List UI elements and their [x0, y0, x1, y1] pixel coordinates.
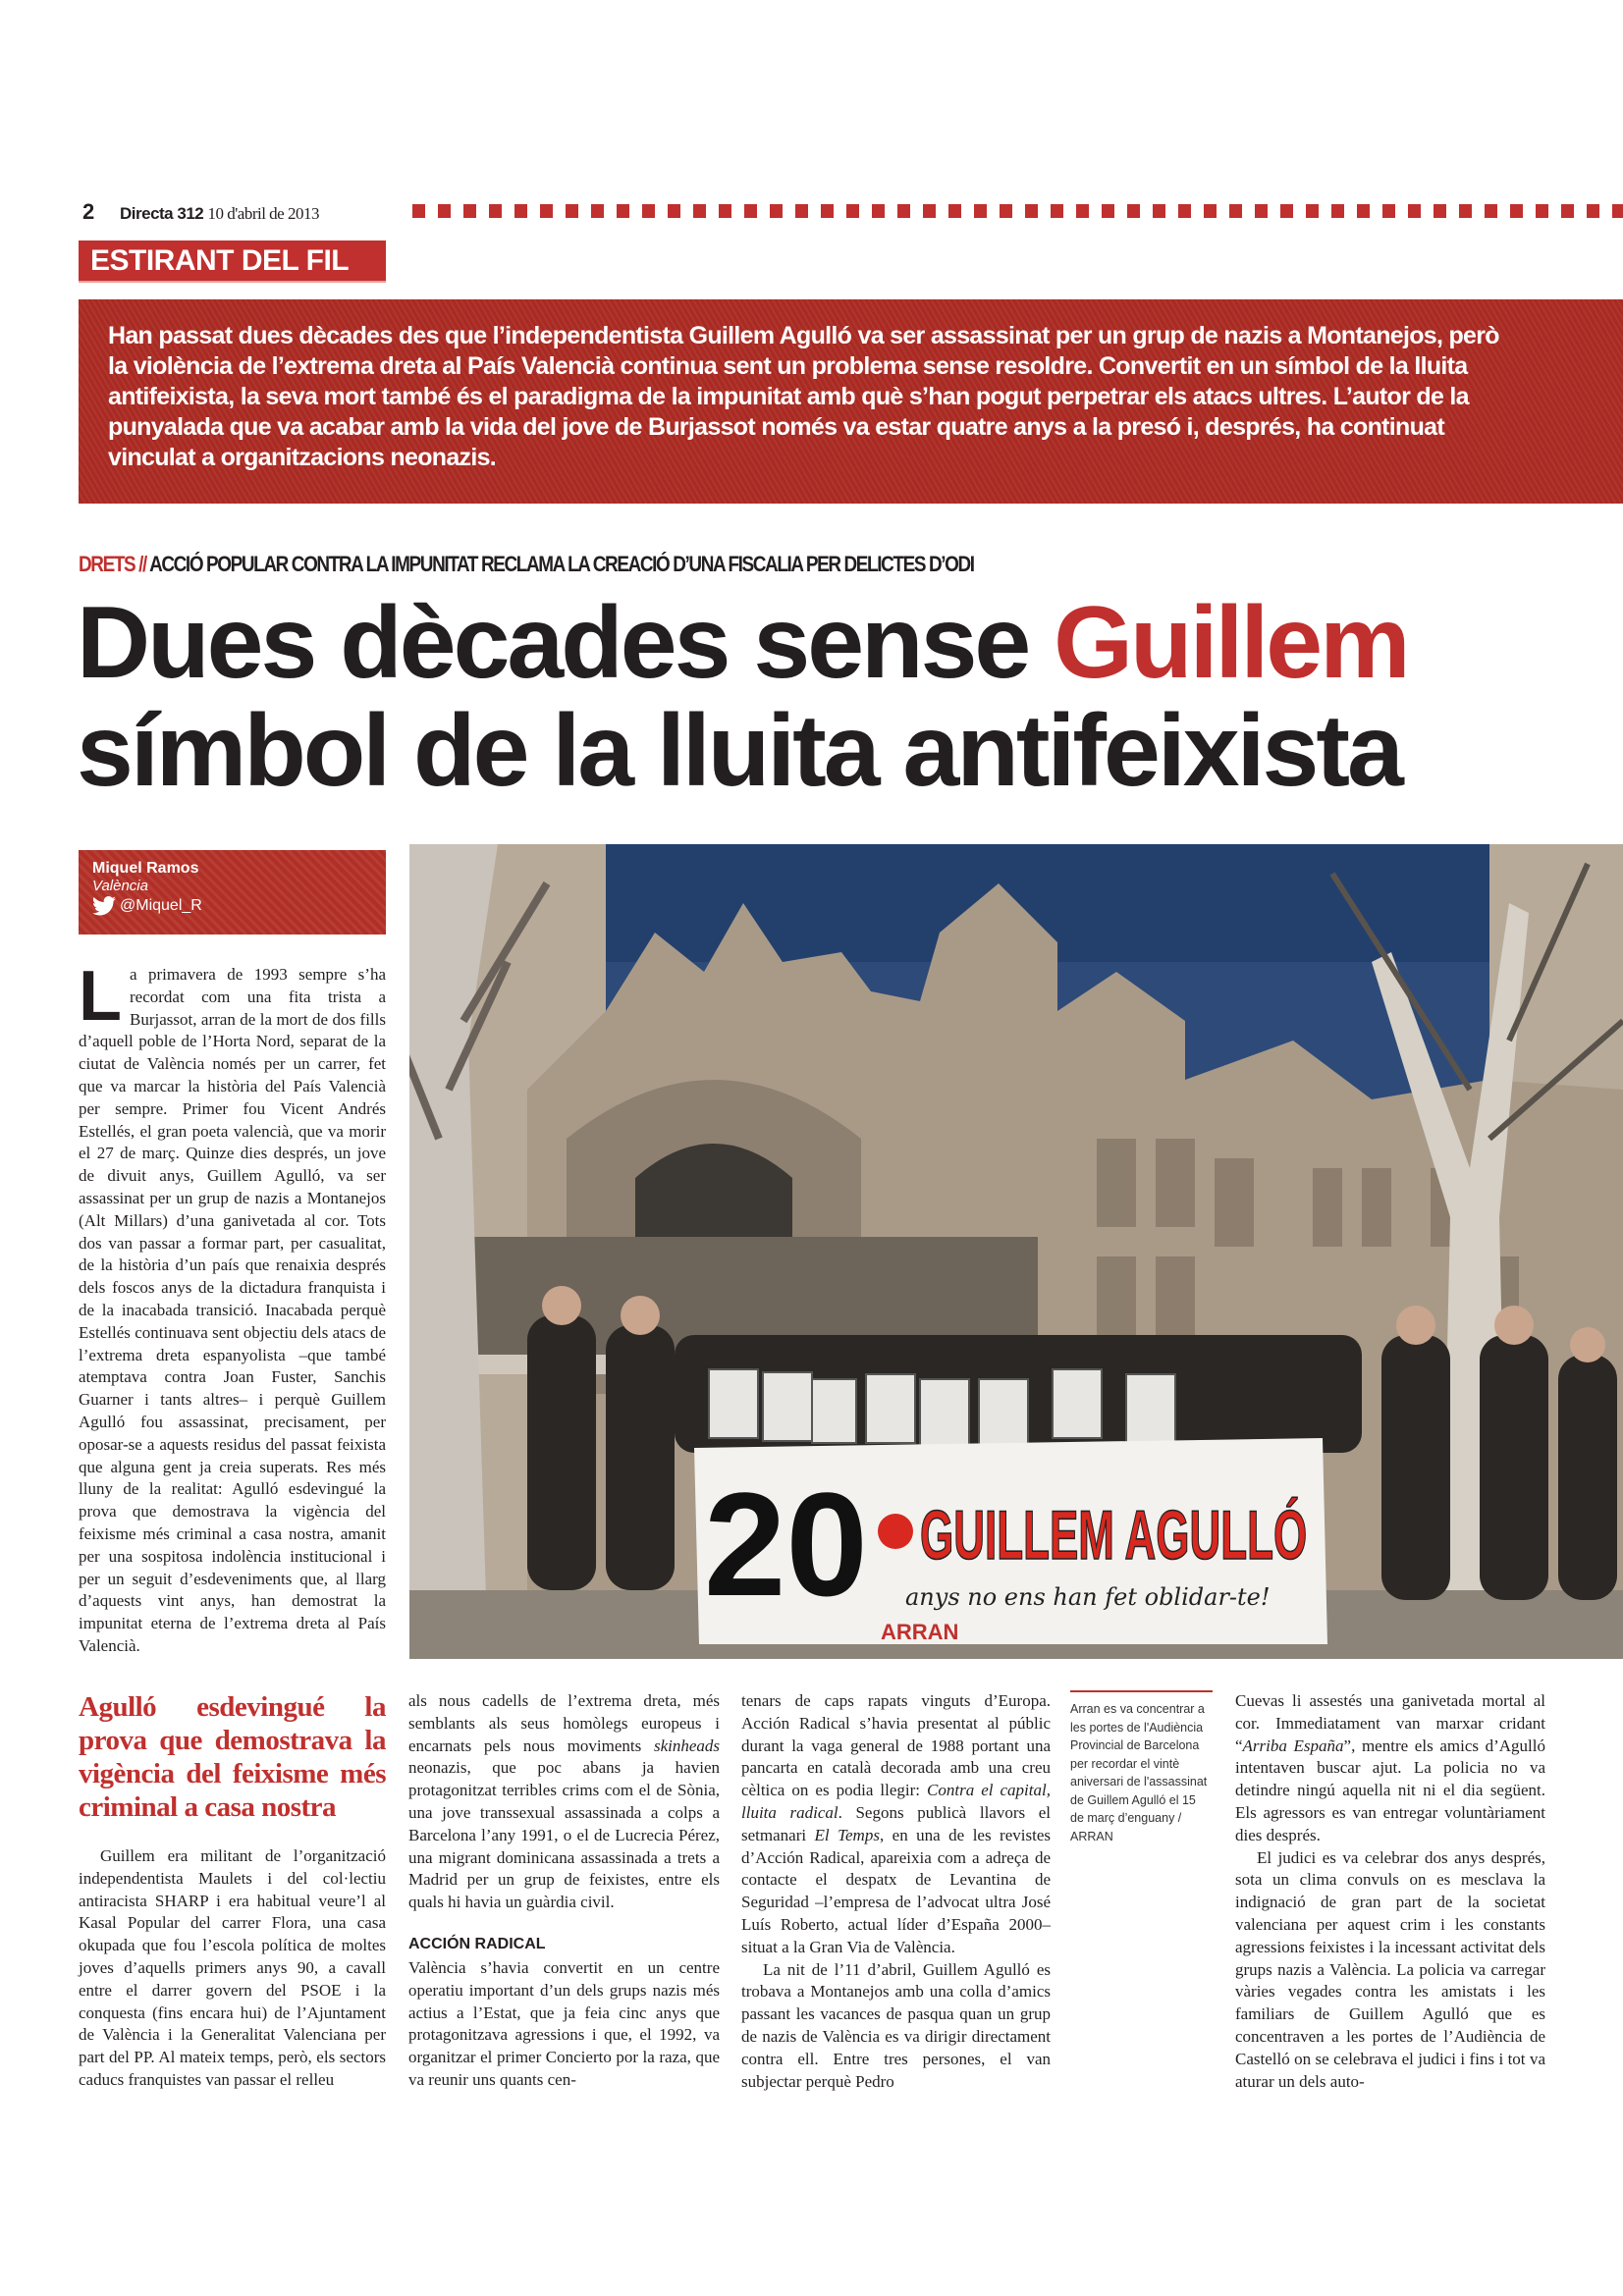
column-2 [408, 1690, 720, 2092]
text: tenars de caps rapats vinguts d’Europa. Acción Radical s’havia presentat al públic durant la vaga general de 1988 portant una pancarta en català decorada amb una creu cèltica on es podia llegir: [741, 1691, 1051, 1800]
paragraph: El judici es va celebrar dos anys després, sota un clima convuls on es mesclava la indignació de gran part de la societat valenciana per aquest crim i les constants agressions feixistes i la incessant activitat dels grups nazis a València. La policia va carregar vàries vegades contra les amistats i les familiars de Guillem Agulló que es concentraven a les portes de l’Audiència de Castelló on se celebrava el judici i fins i tot va aturar un dels auto- [1235, 1847, 1545, 2091]
decorative-dashed-rule [412, 204, 1623, 218]
section-label: ESTIRANT DEL FIL [79, 240, 386, 283]
column-3 [741, 1690, 1051, 2093]
pull-quote: Agulló esdevingué la prova que demostrava la vigència del feixisme més criminal a casa nostra [79, 1691, 386, 1823]
paragraph: València s’havia convertit en un centre operatiu important d’un dels grups nazis més actius a l’Estat, que ja feia cinc anys que protagonitzava agressions i que, el 1992, va organitzar el primer Concierto por la raza, que va reunir uns quants cen- [408, 1957, 720, 2089]
banner-number: 20 [704, 1462, 868, 1627]
publication-name: Directa 312 [120, 204, 204, 223]
twitter-bird-icon [92, 896, 116, 916]
page-number: 2 [82, 199, 95, 224]
text: als nous cadells de l’extrema dreta, més semblants als seus homòlegs europeus i encarnats pels nous moviments [408, 1691, 720, 1755]
intro-column [79, 957, 386, 1658]
kicker [79, 552, 974, 577]
column-1 [79, 1690, 386, 2092]
headline-line-2: símbol de la lluita antifeixista [77, 694, 1401, 808]
drop-cap: L [79, 957, 122, 1036]
summary-box [79, 299, 1623, 504]
publication-date: 10 d'abril de 2013 [207, 204, 319, 223]
twitter-handle-text: @Miquel_R [120, 897, 202, 914]
paragraph: La nit de l’11 d’abril, Guillem Agulló es trobava a Montanejos amb una colla d’amics passant les vacances de pasqua quan un grup de nazis de València es va dirigir directament contra ell. Entre tres persones, el van subjectar perquè Pedro [741, 1959, 1051, 2091]
headline [77, 586, 1623, 808]
kicker-category: DRETS // [79, 552, 146, 576]
photo-caption: Arran es va concentrar a les portes de l'Audiència Provincial de Barcelona per recordar el vintè aniversari de l'assassinat de Guillem Agulló el 15 de març d’enguany / ARRAN [1070, 1690, 1213, 1845]
paragraph [1235, 1690, 1545, 1847]
text: ”, mentre els amics d’Agulló intentaven buscar ajut. La policia no va detindre ningú aquella nit ni el dia següent. Els agressors es van entregar voluntàriament dies després. [1235, 1735, 1545, 1844]
banner-org: ARRAN [881, 1620, 959, 1644]
banner-name: GUILLEM AGULLÓ [920, 1497, 1308, 1575]
italic-text: Contra el capital, lluita radical [741, 1781, 1051, 1822]
banner-slogan: anys no ens han fet oblidar-te! [905, 1583, 1271, 1611]
paragraph [408, 1690, 720, 1914]
headline-highlight: Guillem [1054, 586, 1408, 700]
author-city: València [92, 878, 148, 894]
italic-text: El Temps [814, 1825, 880, 1844]
headline-line-1 [77, 586, 1623, 700]
protest-photo [409, 844, 1623, 1659]
text: . Segons publicà llavors el setmanari [741, 1802, 1051, 1844]
italic-text: Arriba España [1242, 1735, 1344, 1755]
publication-info [120, 204, 319, 224]
intro-text: a primavera de 1993 sempre s’ha recordat com una fita trista a Burjassot, arran de la mort de dos fills d’aquell poble de l’Horta Nord, separat de la ciutat de València només per un carrer, fet que va marcar la història del País Valencià per sempre. Primer fou Vicent Andrés Estellés, el gran poeta valencià, que va morir el 27 de març. Quinze dies després, un jove de divuit anys, Guillem Agulló, va ser assassinat per un grup de nazis a Montanejos (Alt Millars) d’una ganivetada al cor. Tots dos van passar a formar part, per casualitat, de la història d’un país que renaixia després dels foscos anys de la dictadura franquista i de la inacabada transició. Inacabada perquè Estellés continuava sent objectiu dels atacs de l’extrema dreta espanyolista –que també atemptava contra Joan Fuster, Sanchis Guarner i tants altres– i perquè Guillem Agulló fou assassinat, precisament, per oposar-se a aquests residus del passat feixista que alguna gent ja creia superats. Res més lluny de la realitat: Agulló esdevingué la prova que demostrava la vigència del feixisme més criminal a casa nostra, amanit per una sospitosa indolència institucional i per un seguit d’esdeveniments que, al llarg d’aquests vint anys, han demostrat la impunitat eterna de l’extrema dreta al País Valencià. [79, 965, 386, 1655]
italic-text: skinheads [653, 1735, 720, 1755]
summary-text: Han passat dues dècades des que l’independentista Guillem Agulló va ser assassinat per un grup de nazis a Montanejos, però la violència de l’extrema dreta al País Valencià continua sent un problema sense resoldre. Convertit en un símbol de la lluita antifeixista, la seva mort també és el paradigma de la impunitat amb què s’han pogut perpetrar els atacs ultres. L’autor de la punyalada que va acabar amb la vida del jove de Burjassot només va estar quatre anys a la presó i, després, ha continuat vinculat a organitzacions neonazis. [108, 322, 1499, 471]
text: Cuevas li assestés una ganivetada mortal al cor. Immediatament van marxar cridant “ [1235, 1691, 1545, 1755]
paragraph [741, 1690, 1051, 1959]
twitter-handle[interactable] [92, 896, 372, 916]
text: neonazis, que poc abans ja havien protagonitzat terribles crims com el de Sònia, una jove transsexual assassinada a colps a Barcelona l’any 1991, o el de Lucrecia Pérez, una migrant dominicana assassinada a trets a Madrid per un grup de feixistes, entre els quals hi havia un guàrdia civil. [408, 1758, 720, 1912]
subheading: ACCIÓN RADICAL [408, 1935, 546, 1952]
text: , en una de les revistes d’Acción Radical, apareixia com a adreça de contacte el despatx de Levantina de Seguridad –l’empresa de l’advocat ultra José Luís Roberto, actual líder d’España 2000– situat a la Gran Via de València. [741, 1825, 1051, 1956]
author-name: Miquel Ramos [92, 860, 199, 877]
kicker-text: ACCIÓ POPULAR CONTRA LA IMPUNITAT RECLAMA LA CREACIÓ D’UNA FISCALIA PER DELICTES D’ODI [145, 552, 974, 576]
column-5 [1235, 1690, 1545, 2093]
byline [79, 850, 386, 934]
headline-text: Dues dècades sense [77, 586, 1055, 700]
paragraph: Guillem era militant de l’organització independentista Maulets i del col·lectiu antiracista SHARP i era habitual veure’l al Kasal Popular del carrer Flora, una casa okupada que fou l’escola política de moltes joves d’aquells primers anys 90, a cavall entre el darrer govern del PSOE i la conquesta (fins encara hui) de l’Ajuntament de València i la Generalitat Valenciana per part del PP. Al mateix temps, però, els sectors caducs franquistes van passar el relleu [79, 1846, 386, 2089]
